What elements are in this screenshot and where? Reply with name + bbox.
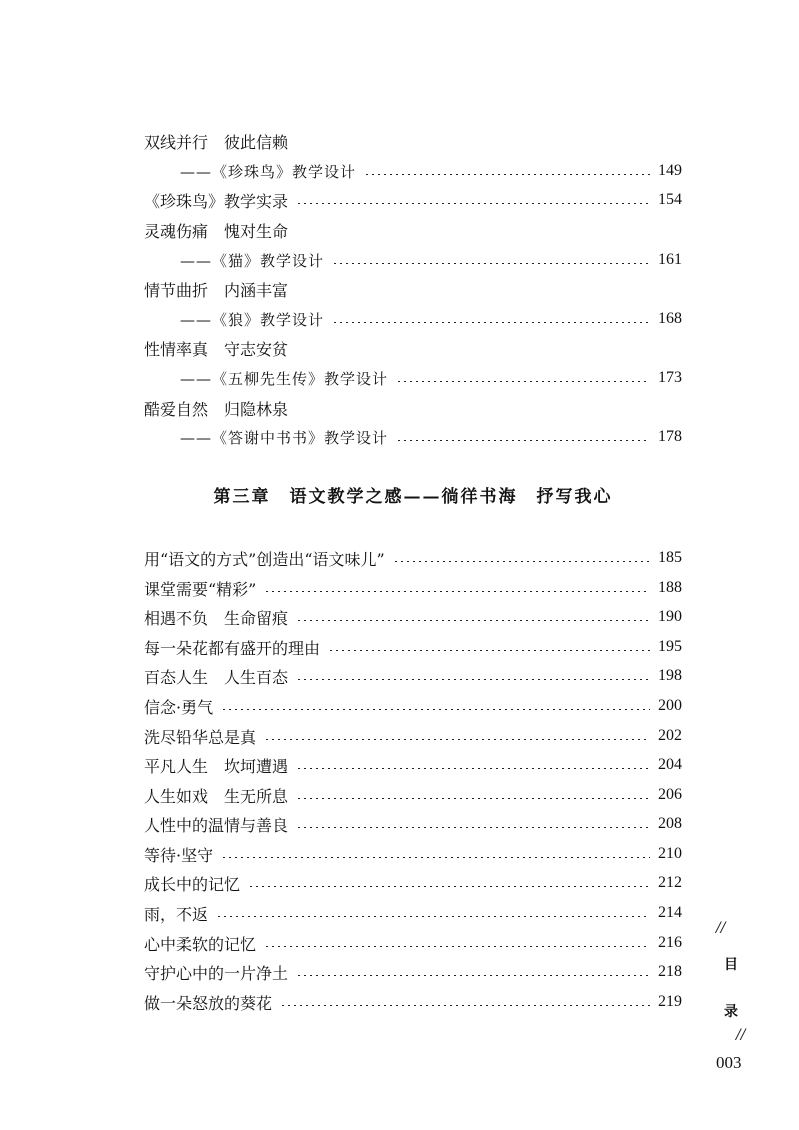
toc-entry-sub[interactable] [180,247,682,273]
entry-title: 酷爱自然 归隐林泉 [144,399,289,419]
entry-page: 149 [658,162,682,179]
entry-page: 202 [658,727,682,744]
chapter-heading: 第三章 语文教学之感——徜徉书海 抒写我心 [213,487,613,507]
entry-title: 相遇不负 生命留痕 [144,608,289,628]
toc-entry[interactable] [144,811,682,837]
entry-page: 168 [658,310,682,327]
entry-page: 198 [658,667,682,684]
entry-title: 灵魂伤痛 愧对生命 [144,221,289,241]
entry-title: 《珍珠鸟》教学实录 [144,191,289,211]
entry-title: 每一朵花都有盛开的理由 [144,638,321,658]
dot-leader [364,174,650,175]
toc-entry-sub[interactable] [180,365,682,391]
dot-leader [280,1005,650,1006]
entry-title: 雨，不返 [144,904,209,924]
toc-entry[interactable] [144,959,682,985]
toc-entry[interactable] [144,217,682,243]
entry-page: 188 [658,579,682,596]
toc-entry[interactable] [144,782,682,808]
toc-entry[interactable] [144,395,682,421]
dot-leader [296,798,650,799]
entry-title: 性情率真 守志安贫 [144,339,289,359]
dot-leader [332,322,650,323]
entry-page: 216 [658,934,682,951]
dot-leader [296,827,650,828]
entry-title: 信念·勇气 [144,697,214,717]
dot-leader [264,739,650,740]
toc-entry[interactable] [144,693,682,719]
entry-title: 课堂需要“精彩” [144,579,257,599]
entry-page: 219 [658,993,682,1010]
entry-page: 154 [658,191,682,208]
entry-title: 百态人生 人生百态 [144,667,289,687]
entry-title: ——《猫》教学设计 [180,251,325,270]
slash-mark: // [736,1027,746,1043]
entry-page: 190 [658,608,682,625]
entry-page: 210 [658,845,682,862]
toc-entry[interactable] [144,723,682,749]
toc-entry-sub[interactable] [180,158,682,184]
dot-leader [332,263,650,264]
entry-page: 178 [658,428,682,445]
dot-leader [393,561,650,562]
entry-title: 成长中的记忆 [144,874,241,894]
dot-leader [221,709,650,710]
entry-title: ——《狼》教学设计 [180,310,325,329]
dot-leader [396,381,650,382]
entry-title: 平凡人生 坎坷遭遇 [144,756,289,776]
toc-entry[interactable] [144,752,682,778]
dot-leader [216,916,650,917]
dot-leader [296,620,650,621]
toc-entry[interactable] [144,575,682,601]
toc-entry[interactable] [144,841,682,867]
toc-entry[interactable] [144,663,682,689]
side-char-mu: 目 [724,957,738,973]
entry-title: ——《珍珠鸟》教学设计 [180,162,357,181]
toc-entry[interactable] [144,989,682,1015]
entry-title: ——《答谢中书书》教学设计 [180,428,389,447]
toc-entry[interactable] [144,276,682,302]
entry-page: 214 [658,904,682,921]
entry-title: 做一朵怒放的葵花 [144,993,273,1013]
slash-mark: // [716,920,726,936]
toc-entry[interactable] [144,604,682,630]
toc-entry-sub[interactable] [180,306,682,332]
toc-entry[interactable] [144,545,682,571]
dot-leader [264,946,650,947]
dot-leader [396,440,650,441]
entry-title: 用“语文的方式”创造出“语文味儿” [144,549,385,569]
side-char-lu: 录 [724,1004,738,1020]
toc-entry[interactable] [144,187,682,213]
dot-leader [221,857,650,858]
entry-page: 218 [658,963,682,980]
dot-leader [296,975,650,976]
dot-leader [296,679,650,680]
entry-page: 185 [658,549,682,566]
entry-title: 情节曲折 内涵丰富 [144,280,289,300]
entry-page: 195 [658,638,682,655]
page-number: 003 [716,1053,742,1072]
entry-page: 161 [658,251,682,268]
entry-title: 等待·坚守 [144,845,214,865]
dot-leader [296,203,650,204]
entry-page: 200 [658,697,682,714]
dot-leader [264,591,650,592]
entry-title: 双线并行 彼此信赖 [144,132,289,152]
entry-title: 人性中的温情与善良 [144,815,289,835]
toc-entry[interactable] [144,930,682,956]
dot-leader [328,650,650,651]
entry-page: 173 [658,369,682,386]
dot-leader [248,886,650,887]
toc-entry-sub[interactable] [180,424,682,450]
toc-entry[interactable] [144,128,682,154]
entry-title: 洗尽铅华总是真 [144,727,257,747]
dot-leader [296,768,650,769]
entry-page: 204 [658,756,682,773]
entry-page: 208 [658,815,682,832]
toc-entry[interactable] [144,900,682,926]
entry-page: 212 [658,874,682,891]
entry-title: 人生如戏 生无所息 [144,786,289,806]
entry-page: 206 [658,786,682,803]
entry-title: 心中柔软的记忆 [144,934,257,954]
entry-title: ——《五柳先生传》教学设计 [180,369,389,388]
toc-entry[interactable] [144,634,682,660]
entry-title: 守护心中的一片净土 [144,963,289,983]
toc-entry[interactable] [144,335,682,361]
toc-entry[interactable] [144,870,682,896]
